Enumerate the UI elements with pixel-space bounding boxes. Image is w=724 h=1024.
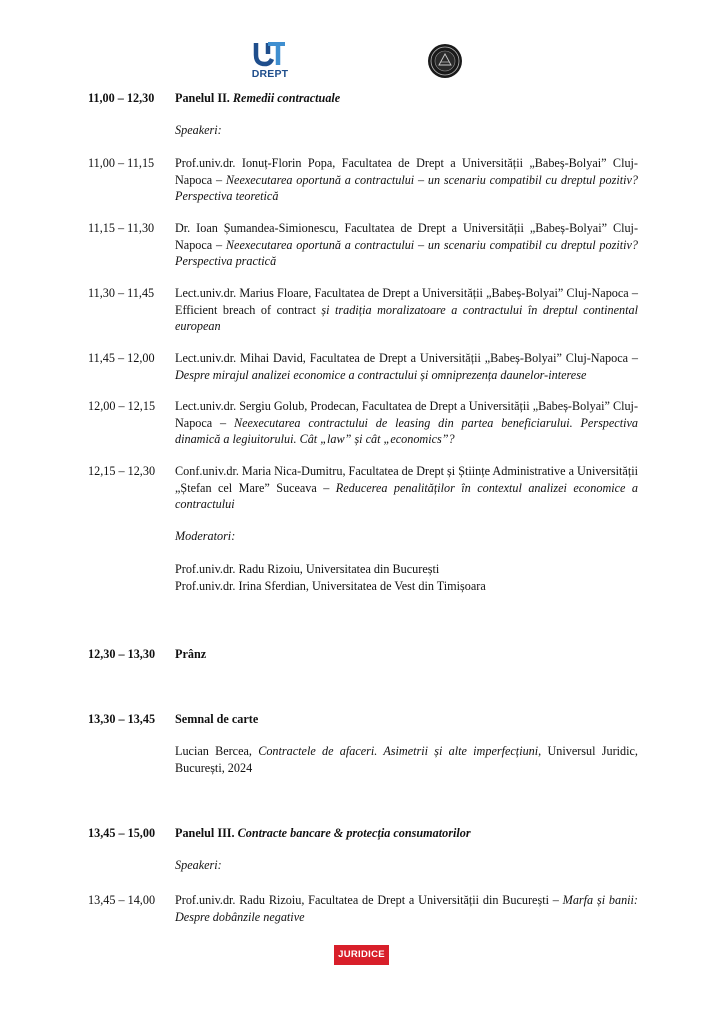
talk-time: 12,00 – 12,15 xyxy=(88,399,156,413)
talk-title: Neexecutarea oportună a contractului – un scenariu compatibil cu dreptul pozitiv? Perspectiva teoretică xyxy=(175,172,638,204)
session-time: 13,30 – 13,45 xyxy=(88,712,156,726)
talk-title: Despre mirajul analizei economice a contractului și omniprezența daunelor-interese xyxy=(175,367,587,382)
session-time: 13,45 – 15,00 xyxy=(88,826,156,840)
talk-time: 13,45 – 14,00 xyxy=(88,893,156,907)
talk-text xyxy=(175,892,638,925)
talk-time: 11,45 – 12,00 xyxy=(88,351,155,365)
panel-theme: Remedii contractuale xyxy=(232,91,341,105)
juridice-badge: JURIDICE xyxy=(334,945,389,965)
moderators-label: Moderatori: xyxy=(175,529,236,543)
session-title xyxy=(175,90,638,107)
talk-speaker: Prof.univ.dr. Ionuț-Florin Popa, Facultatea de Drept a Universității „Babeș-Bolyai” Cluj-Napoca – xyxy=(175,156,638,187)
talk-text xyxy=(175,463,638,513)
ut-drept-logo xyxy=(251,40,289,82)
seal-icon xyxy=(427,43,463,79)
talk-time: 11,00 – 11,15 xyxy=(88,156,155,170)
talk-speaker: Dr. Ioan Șumandea-Simionescu, Facultatea de Drept a Universității „Babeș-Bolyai” Cluj-Napoca – xyxy=(175,221,638,252)
talk-time: 12,15 – 12,30 xyxy=(88,464,156,478)
session-title: Prânz xyxy=(175,647,207,661)
moderator-name: Prof.univ.dr. Irina Sferdian, Universitatea de Vest din Timișoara xyxy=(175,578,486,593)
speakers-label: Speakeri: xyxy=(175,858,222,872)
session-time: 11,00 – 12,30 xyxy=(88,91,155,105)
ut-logo-icon xyxy=(251,40,289,68)
book-title: Contractele de afaceri. Asimetrii și alte imperfecțiuni xyxy=(258,744,539,758)
talk-text xyxy=(175,350,638,383)
talk-title: Neexecutarea contractului de leasing din partea beneficiarului. Perspectiva dinamică a legiuitorului. Cât „law” și cât „economics”? xyxy=(175,415,638,447)
session-title: Semnal de carte xyxy=(175,712,259,726)
talk-speaker: Conf.univ.dr. Maria Nica-Dumitru, Facultatea de Drept și Științe Administrative a Universității „Ștefan cel Mare” Suceava – xyxy=(175,464,638,495)
talk-text xyxy=(175,398,638,448)
talk-time: 11,30 – 11,45 xyxy=(88,286,155,300)
talk-title: Marfa și banii: Despre dobânzile negative xyxy=(175,893,638,924)
talk-title: Neexecutarea oportună a contractului – un scenariu compatibil cu dreptul pozitiv? Perspectiva practică xyxy=(175,237,638,269)
talk-title: și tradiția moralizatoare a contractului în dreptul continental european xyxy=(175,302,638,334)
session-title xyxy=(175,825,638,842)
session-time: 12,30 – 13,30 xyxy=(88,647,156,661)
panel-theme: Contracte bancare & protecția consumatorilor xyxy=(237,826,471,840)
talk-text xyxy=(175,285,638,335)
book-reference xyxy=(175,743,638,776)
talk-speaker: Lect.univ.dr. Marius Floare, Facultatea de Drept a Universității „Babeș-Bolyai” Cluj-Napoca – Efficient breach of contract xyxy=(175,286,638,317)
university-seal-logo xyxy=(427,43,463,79)
talk-time: 11,15 – 11,30 xyxy=(88,221,155,235)
talk-speaker: Prof.univ.dr. Radu Rizoiu, Facultatea de Drept a Universității din București – xyxy=(175,893,563,907)
panel-label: Panelul II. xyxy=(175,91,230,105)
talk-text xyxy=(175,155,638,205)
talk-speaker: Lect.univ.dr. Sergiu Golub, Prodecan, Facultatea de Drept a Universității „Babeș-Bolyai” Cluj-Napoca – xyxy=(175,399,638,430)
talk-title: Reducerea penalităților în contextul analizei economice a contractului xyxy=(175,480,638,512)
book-publisher: , Universul Juridic, București, 2024 xyxy=(175,744,638,775)
talk-text xyxy=(175,220,638,270)
book-author: Lucian Bercea, xyxy=(175,744,259,758)
moderator-name: Prof.univ.dr. Radu Rizoiu, Universitatea din București xyxy=(175,562,440,576)
talk-speaker: Lect.univ.dr. Mihai David, Facultatea de Drept a Universității „Babeș-Bolyai” Cluj-Napoca – xyxy=(175,351,638,365)
panel-label: Panelul III. xyxy=(175,826,235,840)
logo-text: DREPT xyxy=(251,68,289,80)
speakers-label: Speakeri: xyxy=(175,123,222,137)
